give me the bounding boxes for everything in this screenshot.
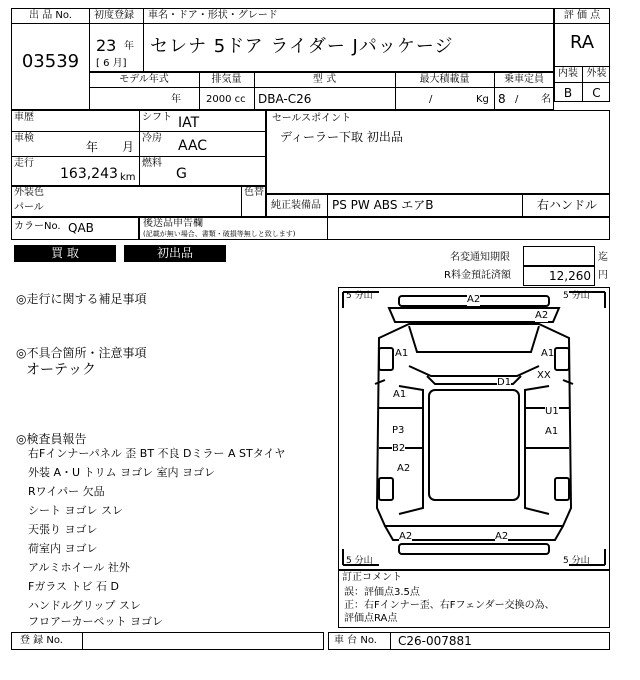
divider	[82, 632, 83, 650]
model-year-unit: 年	[171, 94, 181, 105]
car-name-label: 車名・ドア・形状・グレード	[148, 10, 278, 21]
tire-top-right: 5 分山	[563, 291, 590, 301]
color-box	[11, 186, 266, 217]
inspector-line: アルミホイール 社外	[28, 561, 130, 574]
mark-right-mid-door: U1	[545, 406, 559, 417]
divider	[11, 156, 266, 157]
interior-label: 内装	[558, 68, 578, 79]
color-no-label: カラーNo.	[14, 221, 61, 232]
capacity-value: 8	[498, 92, 506, 106]
inspector-line: ハンドルグリップ スレ	[28, 599, 141, 612]
inspector-title: ◎検査員報告	[16, 432, 87, 446]
displacement-value: 2000 cc	[206, 94, 246, 105]
docs-note: (記載が無い場合、書類・破損等無しと致します)	[143, 230, 296, 238]
divider	[11, 131, 266, 132]
car-name: セレナ 5ドア ライダー Jパッケージ	[150, 36, 454, 57]
divider	[89, 87, 554, 88]
mark-front-right-corner: A2	[535, 310, 549, 321]
shift-label: シフト	[142, 112, 172, 123]
divider	[327, 217, 328, 240]
damage-diagram	[338, 287, 610, 570]
model-code-value: DBA-C26	[258, 92, 312, 106]
defects-title: ◎不具合箇所・注意事項	[16, 346, 147, 360]
tire-bottom-right: 5 分山	[563, 556, 590, 566]
displacement-label: 排気量	[211, 74, 242, 85]
car-outline	[339, 288, 609, 569]
mark-left-front-fender: A1	[395, 348, 409, 359]
correction-line: 評価点RA点	[344, 613, 398, 624]
ac-label: 冷房	[142, 133, 162, 144]
registration-no-label: 登 録 No.	[20, 635, 63, 646]
interior-grade: B	[563, 86, 573, 100]
inspector-line: 荷室内 ヨゴレ	[28, 542, 98, 555]
mark-right-front-fender: A1	[541, 348, 555, 359]
inspection-year-unit: 年	[86, 140, 99, 154]
mileage-label: 走行	[14, 158, 34, 169]
mileage-value: 163,243	[60, 166, 118, 182]
mark-right-rear-door: A1	[545, 426, 559, 437]
chassis-no-label: 車 台 No.	[334, 635, 377, 646]
inspector-line: 外装 A・U トリム ヨゴレ 室内 ヨゴレ	[28, 466, 216, 479]
correction-title: 訂正コメント	[342, 572, 402, 583]
max-load-label: 最大積載量	[419, 74, 470, 85]
sales-point-label: セールスポイント	[272, 113, 352, 124]
equipment-label: 純正装備品	[271, 200, 321, 211]
mark-left-rear-quarter: A2	[397, 463, 411, 474]
score-value: RA	[569, 32, 595, 53]
mileage-unit: km	[120, 172, 136, 183]
name-change-label: 名変通知期限	[450, 252, 510, 263]
shift-value: IAT	[178, 115, 200, 131]
divider	[139, 110, 140, 186]
ac-value: AAC	[178, 138, 208, 154]
mark-rear-bumper-right: A2	[495, 531, 509, 542]
first-listing-button[interactable]: 初出品	[124, 245, 226, 262]
divider	[89, 23, 554, 24]
equipment-value: PS PW ABS エアB	[332, 198, 434, 212]
capacity-slash: /	[515, 94, 519, 105]
docs-label: 後送品申告欄	[143, 218, 203, 229]
color-no-value: QAB	[68, 221, 94, 235]
capacity-label: 乗車定員	[504, 74, 544, 85]
tire-bottom-left: 5 分山	[346, 556, 373, 566]
chassis-no-value: C26-007881	[398, 634, 472, 648]
history-label: 車歴	[14, 112, 34, 123]
running-title: ◎走行に関する補足事項	[16, 292, 147, 306]
correction-line: 正：右Fインナー歪、右Fフェンダー交換の為、	[344, 600, 555, 611]
ext-color-label: 外装色	[14, 187, 44, 198]
divider	[522, 194, 523, 217]
ext-color-value: パール	[14, 202, 44, 213]
recycle-amount: 12,260	[549, 269, 591, 283]
divider	[554, 82, 610, 83]
recycle-label: R料金預託済額	[444, 270, 511, 281]
exterior-grade: C	[592, 86, 601, 100]
model-year-label: モデル年式	[119, 74, 169, 85]
name-change-box[interactable]	[523, 246, 595, 266]
correction-line: 誤：評価点3.5点	[344, 587, 420, 598]
recycle-unit: 円	[598, 270, 608, 281]
mark-left-front-door: A1	[393, 389, 407, 400]
inspector-line: フロアーカーペット ヨゴレ	[28, 615, 163, 628]
inspector-line: Rワイパー 欠品	[28, 485, 105, 498]
lot-number-label: 出 品 No.	[11, 8, 90, 24]
tire-top-left: 5 分山	[346, 291, 373, 301]
purchase-button[interactable]: 買 取	[14, 245, 116, 262]
mark-front-bumper: A2	[467, 294, 481, 305]
inspector-line: シート ヨゴレ スレ	[28, 504, 123, 517]
divider	[143, 8, 144, 72]
inspector-line: 天張り ヨゴレ	[28, 523, 98, 536]
inspector-line: 右Fインナーパネル 歪 BT 不良 Dミラー A STタイヤ	[28, 447, 286, 460]
registration-year-unit: 年	[124, 41, 134, 52]
fuel-label: 燃料	[142, 158, 162, 169]
fuel-value: G	[176, 166, 187, 182]
exterior-label: 外装	[586, 68, 607, 79]
divider	[241, 186, 242, 217]
score-label: 評 価 点	[563, 10, 601, 21]
mark-rear-bumper-left: A2	[399, 531, 413, 542]
inspector-line: Fガラス トビ 石 D	[28, 580, 119, 593]
capacity-unit: 名	[541, 94, 551, 105]
inspection-label: 車検	[14, 133, 34, 144]
lot-number: 03539	[21, 51, 80, 72]
name-change-unit: 迄	[598, 252, 608, 263]
mark-left-slide-p: P3	[392, 425, 405, 436]
load-unit: Kg	[476, 94, 489, 105]
sales-point-value: ディーラー下取 初出品	[280, 130, 403, 144]
divider	[554, 23, 610, 24]
first-registration-label: 初度登録	[94, 10, 134, 21]
steering-value: 右ハンドル	[537, 198, 598, 212]
divider	[390, 632, 391, 650]
defects-text: オーテック	[26, 362, 96, 378]
divider	[327, 194, 328, 217]
registration-year: 23	[96, 36, 117, 55]
mark-right-front-area: XX	[537, 370, 551, 381]
mark-left-slide-b: B2	[392, 443, 406, 454]
load-slash: /	[429, 94, 433, 105]
color-change-label: 色替	[244, 187, 264, 198]
model-code-label: 型 式	[312, 74, 337, 85]
mark-windshield: D1	[497, 377, 512, 388]
registration-month: [ 6 月]	[96, 58, 127, 69]
inspection-month-unit: 月	[122, 140, 135, 154]
